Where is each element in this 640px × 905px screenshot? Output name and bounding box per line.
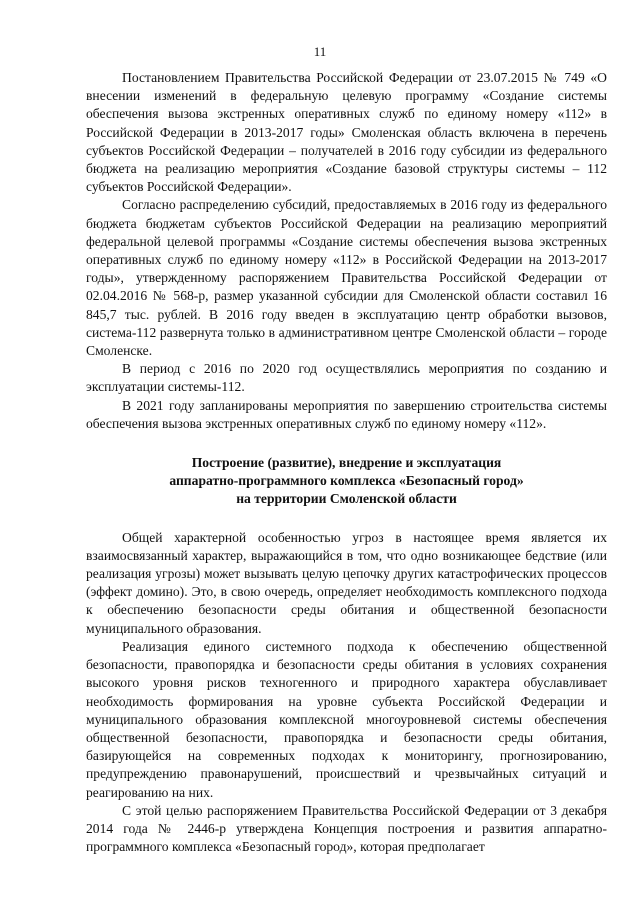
heading-spacer bbox=[86, 509, 607, 529]
paragraph-plans-2021: В 2021 году запланированы мероприятия по завершению строительства системы обеспечения вызова экстренных оперативных служб по единому номеру «112». bbox=[86, 397, 607, 431]
section-heading bbox=[86, 454, 607, 509]
paragraph-period-2016-2020: В период с 2016 по 2020 год осуществлялись мероприятия по созданию и эксплуатации системы-112. bbox=[86, 361, 607, 395]
paragraph-subsidy-distribution: Согласно распределению субсидий, предоставляемых в 2016 году из федерального бюджета бюджетам субъектов Российской Федерации на реализацию мероприятий федеральной целевой программы «Создание системы обеспечения вызова экстренных оперативных служб по единому номеру «112» в Российской Федерации на 2013-2017 годы», утвержденному распоряжением Правительства Российской Федерации от 02.04.2016 № 568-р, размер указанной субсидии для Смоленской области составил 16 845,7 тыс. рублей. В 2016 году введен в эксплуатацию центр обработки вызовов, система-112 развернута только в административном центре Смоленской области – городе Смоленске. bbox=[86, 197, 607, 359]
section-spacer bbox=[86, 433, 607, 454]
paragraph-system-approach: Реализация единого системного подхода к обеспечению общественной безопасности, правопорядка и безопасности среды обитания в условиях сохранения высокого уровня рисков техногенного и природного характера обуславливает необходимость формирования на уровне субъекта Российской Федерации и муниципального образования комплексной многоуровневой системы обеспечения общественной безопасности, правопорядка и безопасности среды обитания, базирующейся на современных подходах к мониторингу, прогнозированию, предупреждению правонарушений, происшествий и чрезвычайных ситуаций и реагированию на них. bbox=[86, 638, 607, 800]
page-number: 11 bbox=[313, 44, 327, 59]
paragraph-threats: Общей характерной особенностью угроз в настоящее время является их взаимосвязанный характер, выражающийся в том, что одно возникающее бедствие (или реализация угрозы) может вызывать целую цепочку других катастрофических процессов (эффект домино). Это, в свою очередь, определяет необходимость комплексного подхода к обеспечению безопасности среды обитания и общественной безопасности муниципального образования. bbox=[86, 529, 607, 636]
section-heading-line-3: на территории Смоленской области bbox=[236, 491, 457, 507]
section-heading-line-1: Построение (развитие), внедрение и эксплуатация bbox=[191, 455, 502, 471]
section-heading-line-2: аппаратно-программного комплекса «Безопасный город» bbox=[169, 473, 524, 489]
document-body bbox=[86, 69, 607, 856]
paragraph-resolution-749: Постановлением Правительства Российской Федерации от 23.07.2015 № 749 «О внесении изменений в федеральную целевую программу «Создание системы обеспечения вызова экстренных оперативных служб по единому номеру «112» в Российской Федерации в 2013-2017 годы» Смоленская область включена в перечень субъектов Российской Федерации – получателей в 2016 году субсидии из федерального бюджета на реализацию мероприятия «Создание базовой структуры системы – 112 субъектов Российской Федерации». bbox=[86, 70, 607, 195]
paragraph-concept-2446: С этой целью распоряжением Правительства Российской Федерации от 3 декабря 2014 года № 2446-р утверждена Концепция построения и развития аппаратно-программного комплекса «Безопасный город», которая предполагает bbox=[86, 802, 607, 855]
